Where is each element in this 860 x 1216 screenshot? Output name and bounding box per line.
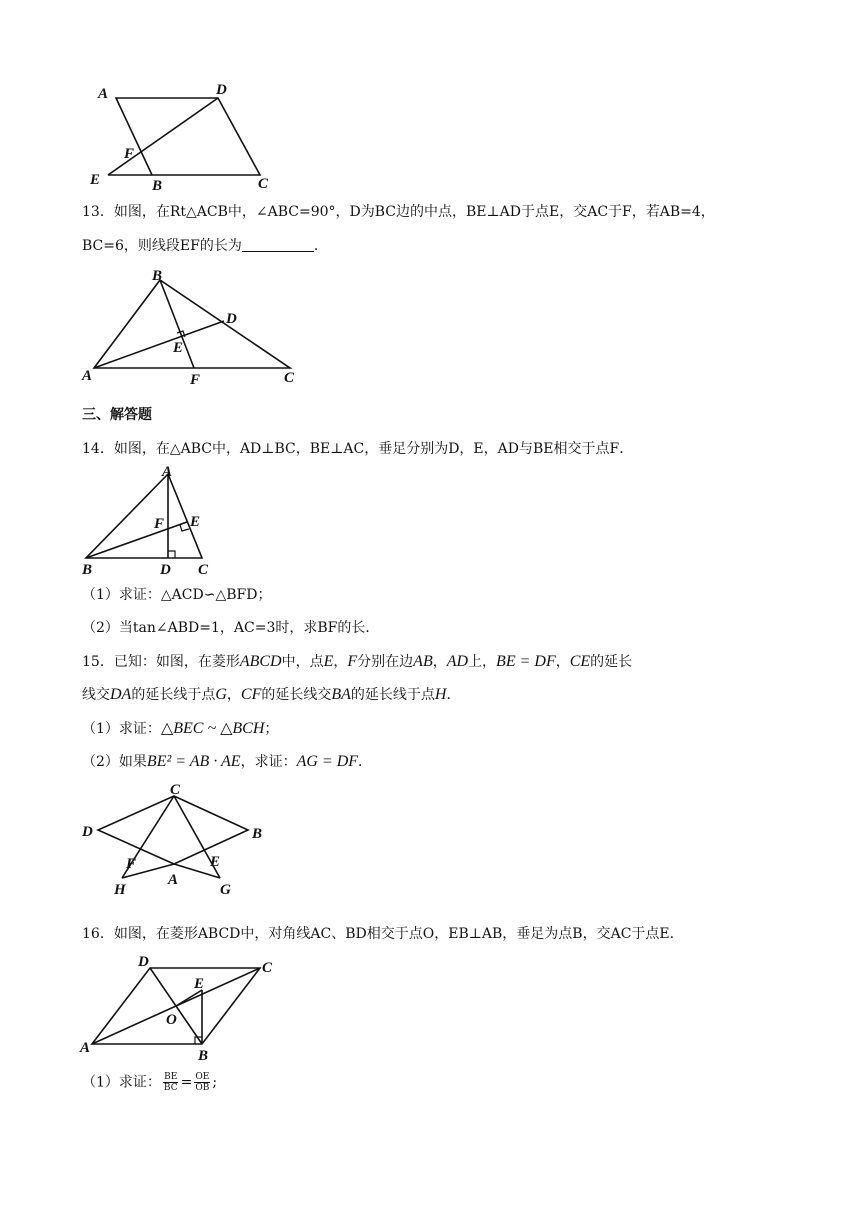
q15-text: 的延长 — [590, 654, 633, 670]
q15-text: 的延长线于点 — [131, 687, 216, 703]
label-b: B — [152, 268, 163, 284]
fraction-denominator: OB — [195, 1083, 210, 1093]
fraction-numerator: OE — [195, 1072, 210, 1082]
fraction-be-bc — [163, 1072, 179, 1093]
q15-text: ， — [333, 654, 348, 670]
q16-text: （1）求证： — [82, 1074, 161, 1091]
figure-q14-svg — [80, 464, 230, 576]
figure-q14 — [80, 464, 230, 576]
q15-text: ； — [264, 721, 279, 737]
segment-ad — [94, 321, 224, 368]
label-e: E — [173, 340, 184, 356]
label-f: F — [154, 516, 165, 532]
right-angle-e — [180, 525, 189, 531]
q15-text: 上， — [468, 654, 497, 670]
q15-text: ， — [555, 654, 570, 670]
q15-text: ， — [226, 687, 241, 703]
label-d: D — [160, 562, 171, 578]
label-f: F — [124, 146, 135, 162]
label-e: E — [194, 976, 205, 992]
label-d: D — [216, 82, 227, 98]
q15-math: AB — [413, 653, 433, 670]
label-c: C — [262, 960, 273, 976]
fraction-oe-ob — [194, 1072, 210, 1093]
q15-line1 — [82, 652, 632, 672]
q15-math: DA — [110, 686, 132, 703]
q15-math: BA — [331, 686, 351, 703]
figure-q12-svg — [80, 76, 280, 196]
rhombus-abcd — [98, 796, 248, 864]
label-e: E — [190, 514, 201, 530]
label-f: F — [126, 856, 137, 872]
q15-math: AG = DF — [296, 753, 359, 770]
q16-part1 — [82, 1072, 217, 1093]
q14-line1: 14．如图，在△ABC中，AD⊥BC，BE⊥AC，垂足分别为D，E，AD与BE相交于点F． — [82, 441, 634, 457]
q15-text: 的延长线交 — [261, 687, 332, 703]
label-b: B — [152, 178, 163, 194]
label-b: B — [82, 562, 93, 578]
q15-line2 — [82, 685, 460, 705]
q15-text: ， — [432, 654, 447, 670]
q13-line1: 13．如图，在Rt△ACB中，∠ABC=90°，D为BC边的中点，BE⊥AD于点E，交AC于F，若AB=4， — [82, 204, 715, 220]
q15-text: ． — [358, 754, 373, 770]
segment-ed — [108, 98, 218, 175]
label-e: E — [90, 172, 101, 188]
q14-part2: （2）当tan∠ABD=1，AC=3时，求BF的长． — [82, 620, 380, 636]
label-c: C — [258, 176, 269, 192]
q15-math: CF — [240, 686, 262, 703]
figure-q13-svg — [80, 264, 320, 394]
q15-text: 分别在边 — [357, 654, 414, 670]
label-c: C — [198, 562, 209, 578]
q15-part2 — [82, 752, 372, 772]
label-c: C — [284, 370, 295, 386]
figure-q15-svg — [80, 780, 280, 898]
figure-q16 — [80, 950, 290, 1064]
q15-text: ． — [446, 687, 461, 703]
q15-math: △BEC ~ △BCH — [160, 720, 265, 737]
figure-q12 — [80, 76, 280, 196]
label-f: F — [190, 372, 201, 388]
label-a: A — [82, 368, 93, 384]
label-o: O — [166, 1012, 177, 1028]
fraction-numerator: BE — [164, 1072, 178, 1082]
section-heading: 三、解答题 — [82, 407, 152, 423]
label-a: A — [80, 1040, 91, 1056]
q15-math: ABCD — [239, 653, 282, 670]
right-angle-d — [168, 551, 175, 558]
q15-math: F — [347, 653, 358, 670]
label-g: G — [220, 882, 231, 898]
label-d: D — [138, 954, 149, 970]
q16-text: ; — [212, 1074, 218, 1091]
q13-line2 — [82, 236, 328, 256]
q15-math: H — [434, 686, 447, 703]
fraction-denominator: BC — [163, 1083, 178, 1093]
segment-eo — [176, 990, 202, 1006]
q15-text: （1）求证： — [82, 721, 161, 737]
label-a: A — [168, 872, 179, 888]
figure-q13 — [80, 264, 320, 394]
q15-text: （2）如果 — [82, 754, 147, 770]
label-a: A — [162, 464, 173, 480]
q13-line2-suffix: ． — [313, 238, 328, 254]
answer-blank[interactable] — [242, 237, 314, 252]
label-a: A — [98, 86, 109, 102]
q15-math: CE — [569, 653, 591, 670]
label-c: C — [170, 782, 181, 798]
label-b: B — [252, 826, 263, 842]
label-h: H — [114, 882, 126, 898]
q15-text: 线交 — [82, 687, 110, 703]
label-d: D — [226, 311, 237, 327]
q15-math: AD — [446, 653, 469, 670]
segment-be — [86, 522, 187, 558]
label-e: E — [210, 854, 221, 870]
parallelogram-abcd — [116, 98, 260, 175]
q15-text: 15．已知：如图，在菱形 — [82, 654, 240, 670]
q15-math: G — [215, 686, 227, 703]
q15-math: BE² = AB · AE — [146, 753, 241, 770]
q15-text: ，求证： — [240, 754, 297, 770]
figure-q16-svg — [80, 950, 290, 1064]
triangle-abc — [94, 280, 290, 368]
q15-text: 的延长线于点 — [350, 687, 435, 703]
q14-part1: （1）求证：△ACD∽△BFD； — [82, 587, 272, 603]
q15-math: BE = DF — [496, 653, 556, 670]
figure-q15 — [80, 780, 280, 898]
equals-sign: = — [180, 1074, 193, 1091]
triangle-abc — [86, 474, 202, 558]
label-d: D — [82, 824, 93, 840]
q15-math: E — [323, 653, 334, 670]
label-b: B — [198, 1048, 209, 1064]
q13-line2-prefix: BC=6，则线段EF的长为 — [82, 238, 242, 254]
q16-line1: 16．如图，在菱形ABCD中，对角线AC、BD相交于点O，EB⊥AB，垂足为点B，交AC于点E. — [82, 926, 675, 942]
q15-text: 中，点 — [281, 654, 324, 670]
q15-part1 — [82, 719, 278, 739]
